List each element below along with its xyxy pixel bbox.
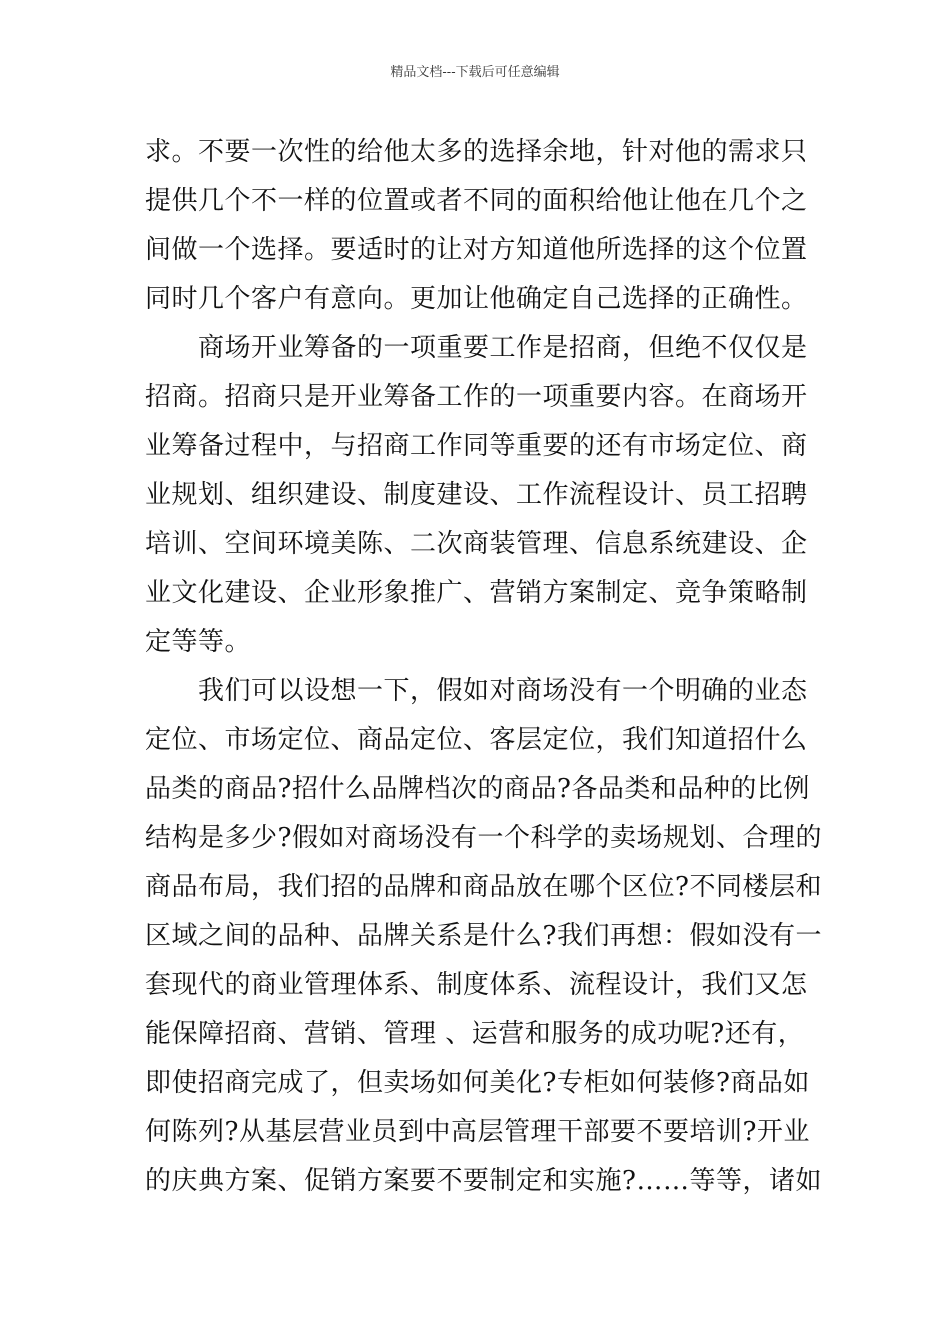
- text-line: 我们可以设想一下，假如对商场没有一个明确的业态: [198, 676, 808, 706]
- text-line: 求。不要一次性的给他太多的选择余地，针对他的需求只: [145, 137, 808, 167]
- page-header: 精品文档---下载后可任意编辑: [390, 65, 560, 80]
- text-line: 同时几个客户有意向。更加让他确定自己选择的正确性。: [145, 284, 808, 314]
- text-line: 区域之间的品种、品牌关系是什么?我们再想：假如没有一: [145, 921, 822, 951]
- text-line: 商场开业筹备的一项重要工作是招商，但绝不仅仅是: [198, 333, 808, 363]
- document-body: [145, 128, 822, 1206]
- text-line: 定位、市场定位、商品定位、客层定位，我们知道招什么: [145, 725, 808, 755]
- text-line: 定等等。: [145, 627, 252, 657]
- text-line: 提供几个不一样的位置或者不同的面积给他让他在几个之: [145, 186, 808, 216]
- text-line: 培训、空间环境美陈、二次商装管理、信息系统建设、企: [145, 529, 808, 559]
- text-line: 品类的商品?招什么品牌档次的商品?各品类和品种的比例: [145, 774, 810, 804]
- text-line: 业规划、组织建设、制度建设、工作流程设计、员工招聘: [145, 480, 808, 510]
- text-line: 何陈列?从基层营业员到中高层管理干部要不要培训?开业: [145, 1117, 810, 1147]
- paragraph-2: [145, 324, 810, 667]
- text-line: 业文化建设、企业形象推广、营销方案制定、竞争策略制: [145, 578, 808, 608]
- paragraph-3: [145, 667, 822, 1206]
- text-line: 招商。招商只是开业筹备工作的一项重要内容。在商场开: [145, 382, 808, 412]
- text-line: 业筹备过程中，与招商工作同等重要的还有市场定位、商: [145, 431, 808, 461]
- text-line: 即使招商完成了，但卖场如何美化?专柜如何装修?商品如: [145, 1068, 810, 1098]
- text-line: 的庆典方案、促销方案要不要制定和实施?……等等，诸如: [145, 1166, 822, 1196]
- text-line: 能保障招商、营销、管理 、运营和服务的成功呢?还有，: [145, 1019, 805, 1049]
- text-line: 套现代的商业管理体系、制度体系、流程设计，我们又怎: [145, 970, 808, 1000]
- text-line: 间做一个选择。要适时的让对方知道他所选择的这个位置: [145, 235, 808, 265]
- text-line: 结构是多少?假如对商场没有一个科学的卖场规划、合理的: [145, 823, 822, 853]
- text-line: 商品布局，我们招的品牌和商品放在哪个区位?不同楼层和: [145, 872, 822, 902]
- paragraph-1: [145, 128, 810, 324]
